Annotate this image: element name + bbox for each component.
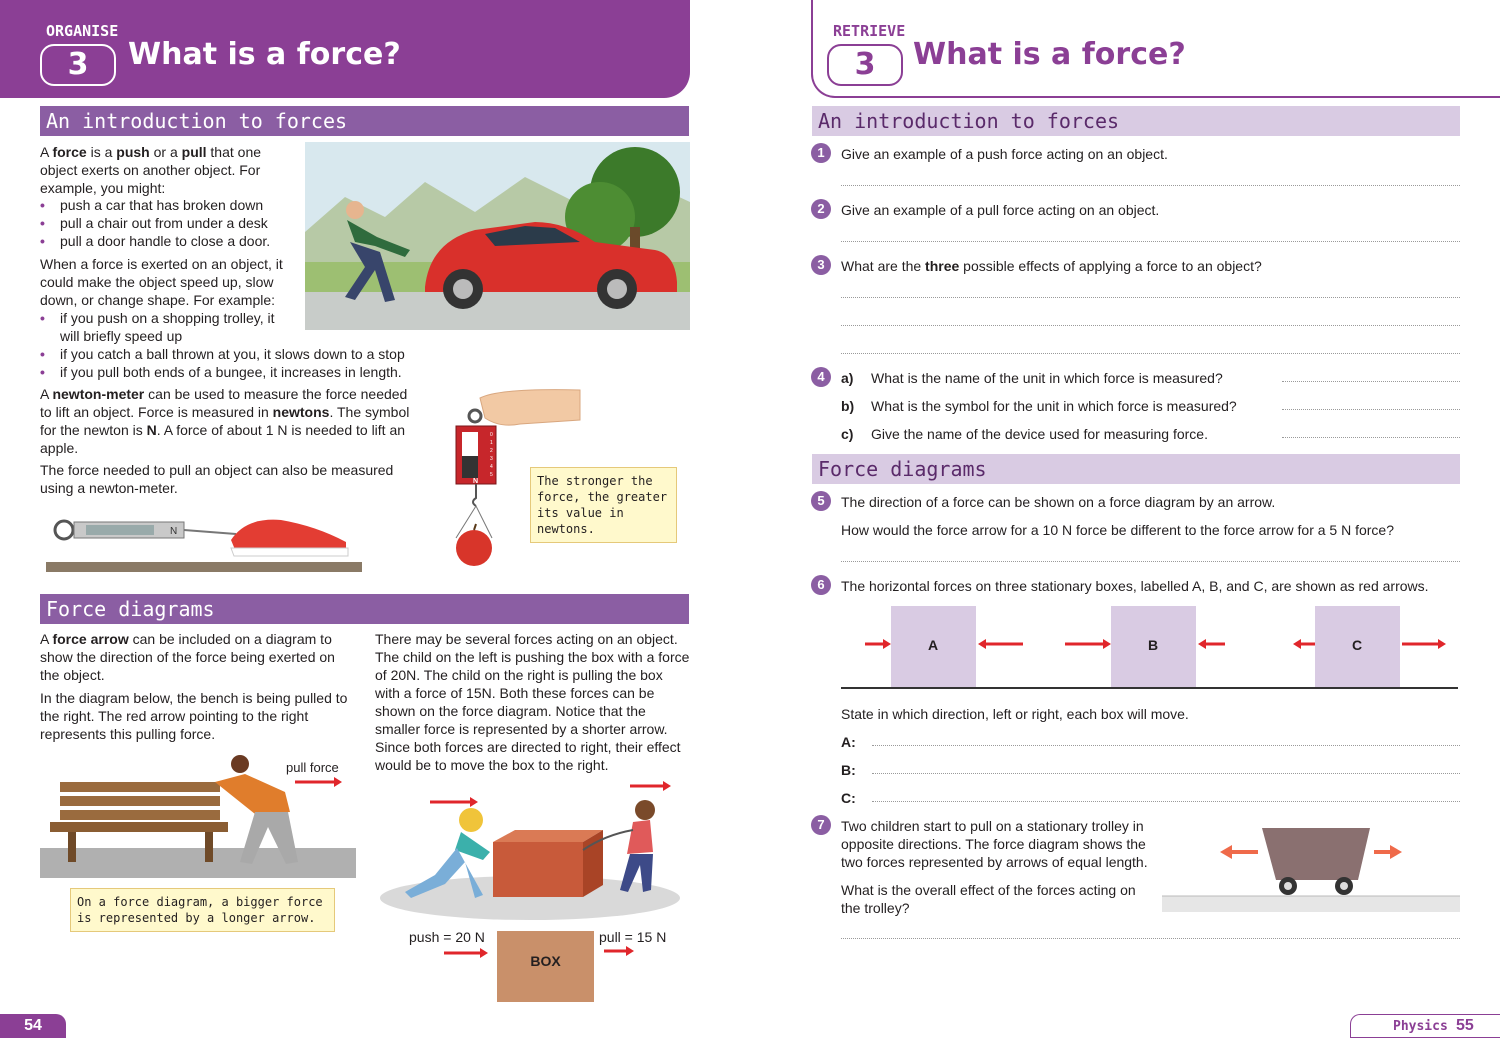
box-a-label: A bbox=[927, 637, 939, 653]
several-forces-paragraph: There may be several forces acting on an object. The child on the left is pushing the box with a force of 20N. The child on the right is pulling the box with a force of 15N. Both these forces can be shown on the force diagram. Notice that the smaller force is represented by a shorter arrow. Since both forces are directed to right, their effect would be to move the box to the right. bbox=[375, 631, 690, 773]
right-kicker: RETRIEVE bbox=[833, 22, 906, 40]
meter-tick-label: 5 bbox=[490, 472, 493, 478]
question-number: 5 bbox=[811, 491, 831, 511]
pull-15n-label: pull = 15 N bbox=[599, 929, 667, 945]
question-number: 2 bbox=[811, 199, 831, 219]
examples-list bbox=[40, 196, 300, 250]
list-item: • pull a chair out from under a desk bbox=[40, 214, 300, 232]
question-number: 3 bbox=[811, 255, 831, 275]
answer-line[interactable] bbox=[1282, 437, 1460, 438]
answer-line[interactable] bbox=[1282, 381, 1460, 382]
stronger-force-note: The stronger the force, the greater its value in newtons. bbox=[530, 467, 677, 543]
page-title: What is a force? bbox=[913, 37, 1186, 72]
chapter-number-badge: 3 bbox=[827, 44, 903, 86]
left-page-number: 54 bbox=[0, 1014, 66, 1038]
footer-subject: Physics bbox=[1393, 1019, 1448, 1034]
intro-paragraph: A force is a push or a pull that one object exerts on another object. For example, you might: bbox=[40, 144, 262, 196]
question-6-instruction: State in which direction, left or right, each box will move. bbox=[841, 706, 1189, 722]
question-7: What is the overall effect of the forces acting on the trolley? bbox=[841, 882, 1136, 916]
answer-line[interactable] bbox=[841, 561, 1460, 562]
question-number: 6 bbox=[811, 575, 831, 595]
answer-line[interactable] bbox=[1282, 409, 1460, 410]
answer-line[interactable] bbox=[841, 353, 1460, 354]
list-item: • push a car that has broken down bbox=[40, 196, 300, 214]
question-7-statement: Two children start to pull on a stationary trolley in opposite directions. The force diagram shows the two forces represented by arrows of equal length. bbox=[841, 818, 1148, 870]
question-5-statement: The direction of a force can be shown on a force diagram by an arrow. bbox=[841, 494, 1276, 510]
children-box-illustration bbox=[375, 780, 685, 925]
list-item: • pull a door handle to close a door. bbox=[40, 232, 300, 250]
list-item: • if you catch a ball thrown at you, it slows down to a stop bbox=[40, 345, 420, 363]
answer-line[interactable] bbox=[841, 297, 1460, 298]
section-heading-force-diagrams: Force diagrams bbox=[812, 454, 1460, 484]
answer-line[interactable] bbox=[841, 938, 1460, 939]
answer-label-b: B: bbox=[841, 762, 856, 778]
force-diagram-box bbox=[497, 931, 594, 1002]
subquestion-label: c) bbox=[841, 426, 854, 442]
three-boxes-force-diagram bbox=[841, 604, 1461, 692]
left-page-header bbox=[0, 0, 690, 98]
list-item: • if you push on a shopping trolley, it will briefly speed up bbox=[40, 309, 285, 345]
meter-tick-label: 1 bbox=[490, 440, 493, 446]
question-2: Give an example of a pull force acting on an object. bbox=[841, 202, 1160, 218]
subquestion-label: b) bbox=[841, 398, 855, 414]
pull-measure-paragraph: The force needed to pull an object can also be measured using a newton-meter. bbox=[40, 462, 394, 496]
box-c-label: C bbox=[1351, 637, 1363, 653]
question-5: How would the force arrow for a 10 N force be different to the force arrow for a 5 N force? bbox=[841, 522, 1395, 538]
answer-line[interactable] bbox=[872, 745, 1460, 746]
left-kicker: ORGANISE bbox=[46, 22, 119, 40]
list-item: • if you pull both ends of a bungee, it increases in length. bbox=[40, 363, 420, 381]
meter-tick-label: 4 bbox=[490, 464, 493, 470]
box-label: BOX bbox=[530, 953, 561, 969]
question-3: What are the three possible effects of applying a force to an object? bbox=[841, 258, 1262, 274]
force-arrow-paragraph: A force arrow can be included on a diagram to show the direction of the force being exerted on the object. bbox=[40, 631, 335, 683]
meter-unit-letter: N bbox=[170, 526, 178, 537]
shoe-meter-illustration bbox=[46, 512, 362, 574]
trolley-force-diagram bbox=[1162, 820, 1460, 912]
push-20n-label: push = 20 N bbox=[409, 929, 485, 945]
right-page-footer bbox=[1350, 1014, 1500, 1038]
answer-label-c: C: bbox=[841, 790, 856, 806]
answer-line[interactable] bbox=[841, 241, 1460, 242]
answer-line[interactable] bbox=[841, 325, 1460, 326]
section-heading-force-diagrams: Force diagrams bbox=[40, 594, 689, 624]
answer-line[interactable] bbox=[841, 185, 1460, 186]
section-heading-intro: An introduction to forces bbox=[40, 106, 689, 136]
meter-tick-label: 2 bbox=[490, 448, 493, 454]
chapter-number-badge: 3 bbox=[40, 44, 116, 86]
answer-label-a: A: bbox=[841, 734, 856, 750]
section-heading-intro: An introduction to forces bbox=[812, 106, 1460, 136]
question-4a: What is the name of the unit in which force is measured? bbox=[871, 370, 1223, 386]
right-page-number: 55 bbox=[1456, 1017, 1474, 1034]
meter-tick-label: 0 bbox=[490, 432, 493, 438]
question-1: Give an example of a push force acting on an object. bbox=[841, 146, 1168, 162]
intro-text-block bbox=[40, 143, 295, 203]
question-number: 4 bbox=[811, 367, 831, 387]
bench-paragraph: In the diagram below, the bench is being pulled to the right. The red arrow pointing to the right represents this pulling force. bbox=[40, 690, 348, 742]
answer-line[interactable] bbox=[872, 773, 1460, 774]
question-6: The horizontal forces on three stationary boxes, labelled A, B, and C, are shown as red arrows. bbox=[841, 578, 1429, 594]
box-b-label: B bbox=[1147, 637, 1159, 653]
question-4b: What is the symbol for the unit in which force is measured? bbox=[871, 398, 1237, 414]
pull-force-label: pull force bbox=[286, 760, 339, 775]
effects-paragraph: When a force is exerted on an object, it could make the object speed up, slow down, or change shape. For example: bbox=[40, 256, 283, 308]
question-number: 7 bbox=[811, 815, 831, 835]
subquestion-label: a) bbox=[841, 370, 854, 386]
question-number: 1 bbox=[811, 143, 831, 163]
meter-tick-label: 3 bbox=[490, 456, 493, 462]
right-page-header bbox=[811, 0, 1500, 98]
answer-line[interactable] bbox=[872, 801, 1460, 802]
page-title: What is a force? bbox=[128, 37, 401, 72]
meter-unit-letter: N bbox=[473, 478, 479, 485]
question-4c: Give the name of the device used for measuring force. bbox=[871, 426, 1208, 442]
newton-meter-paragraph: A newton-meter can be used to measure the force needed to lift an object. Force is measured in newtons. The symbol for the newton is N. A force of about 1 N is needed to lift an apple. bbox=[40, 386, 410, 456]
car-push-illustration bbox=[305, 142, 690, 330]
bigger-force-note: On a force diagram, a bigger force is represented by a longer arrow. bbox=[70, 888, 335, 932]
